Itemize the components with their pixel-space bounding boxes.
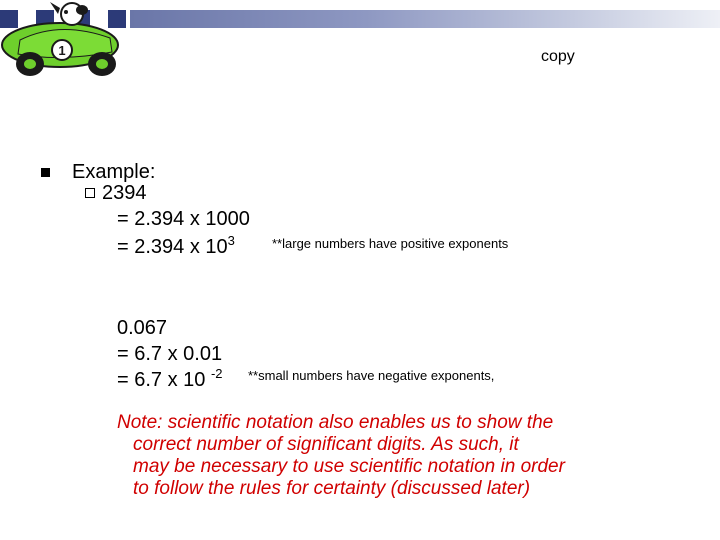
scientific-notation-note	[117, 412, 697, 500]
exponent-negative: -2	[210, 366, 223, 381]
race-car-icon	[0, 0, 130, 85]
exponent-positive: 3	[227, 233, 235, 248]
equation-line-2	[117, 235, 235, 261]
small-line-2: = 6.7 x 0.01	[117, 343, 223, 365]
car-number: 1	[58, 43, 66, 58]
small-line-3-base: = 6.7 x 10	[117, 369, 206, 391]
bullet-label: Example:	[72, 161, 156, 183]
header-gradient-bar	[130, 10, 720, 28]
small-line-3	[117, 368, 223, 394]
note-large-numbers: **large numbers have positive exponents	[272, 236, 509, 251]
small-line-1: 0.067	[117, 317, 168, 339]
square-bullet-icon	[41, 168, 50, 177]
copy-label: copy	[541, 48, 575, 65]
note-small-numbers: **small numbers have negative exponents,	[248, 368, 495, 383]
note-line-4: to follow the rules for certainty (discussed later)	[133, 478, 531, 499]
equation-line-1: = 2.394 x 1000	[117, 208, 250, 230]
note-line-1: Note: scientific notation also enables us to show the	[117, 412, 554, 433]
hollow-square-bullet-icon	[85, 188, 95, 198]
note-line-3: may be necessary to use scientific notation in order	[133, 456, 565, 477]
equation-line-2-base: = 2.394 x 10	[117, 236, 228, 258]
sub-bullet-label: 2394	[102, 182, 147, 204]
note-line-2: correct number of significant digits. As such, it	[133, 434, 519, 455]
